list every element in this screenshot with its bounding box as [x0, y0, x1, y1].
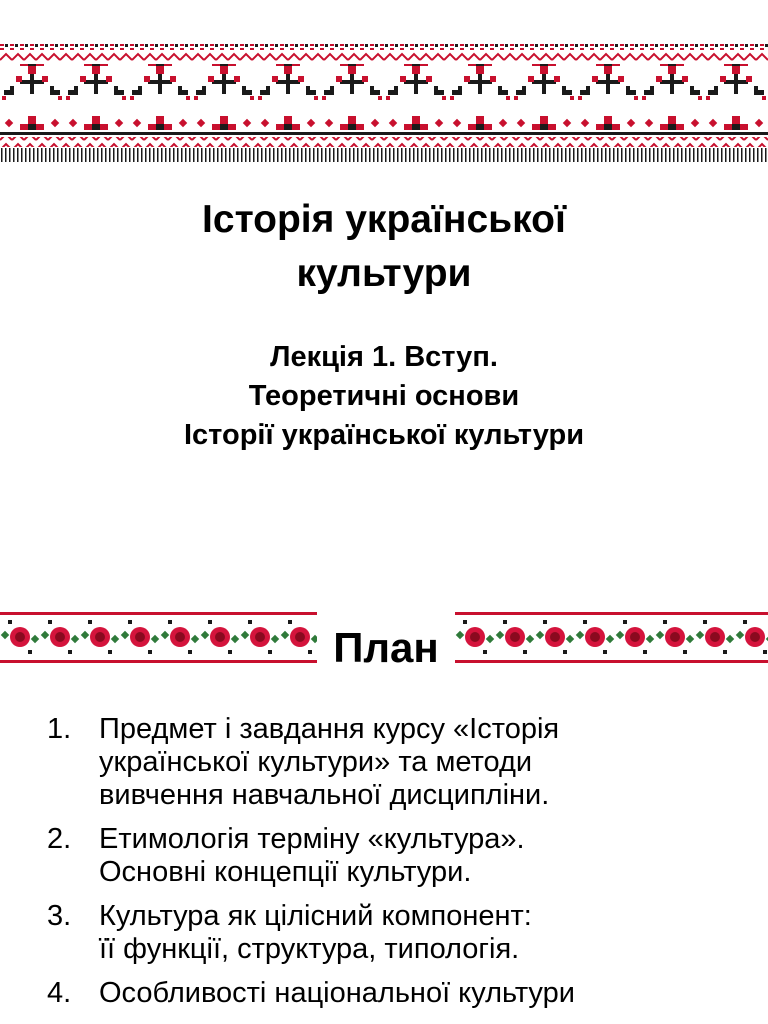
plan-heading: План [333, 624, 439, 671]
plan-item-3 [40, 900, 740, 966]
plan-item-number: 3. [47, 900, 72, 932]
embroidery-border-ornament-icon [0, 42, 768, 166]
plan-item-number: 2. [47, 823, 72, 855]
plan-item-text: Культура як цілісний компонент: [99, 900, 532, 932]
plan-item-number: 4. [47, 977, 72, 1009]
plan-item-text: Особливості національної культури [99, 977, 575, 1009]
plan-item-text: її функції, структура, типологія. [99, 933, 520, 965]
subtitle-line-1: Лекція 1. Вступ. [270, 341, 498, 373]
plan-item-1 [40, 713, 740, 812]
plan-item-text: української культури» та методи [99, 746, 533, 778]
floral-band-left-icon [0, 610, 317, 665]
plan-list [40, 713, 740, 1021]
plan-item-4 [40, 977, 740, 1010]
subtitle-line-2: Теоретичні основи [248, 380, 520, 412]
title-line-1: Історія української [202, 198, 566, 241]
subtitle-line-3: Історії української культури [183, 419, 585, 451]
lecture-subtitle [40, 338, 728, 455]
lecture-title [40, 193, 728, 301]
plan-item-text: Основні концепції культури. [99, 856, 472, 888]
plan-item-number: 1. [47, 713, 72, 745]
floral-band-right-icon [455, 610, 768, 665]
plan-item-text: Предмет і завдання курсу «Історія [99, 713, 560, 745]
plan-item-text: вивчення навчальної дисципліни. [99, 779, 550, 811]
title-line-2: культури [296, 252, 472, 295]
plan-item-text: Етимологія терміну «культура». [99, 823, 525, 855]
plan-item-2 [40, 823, 740, 889]
